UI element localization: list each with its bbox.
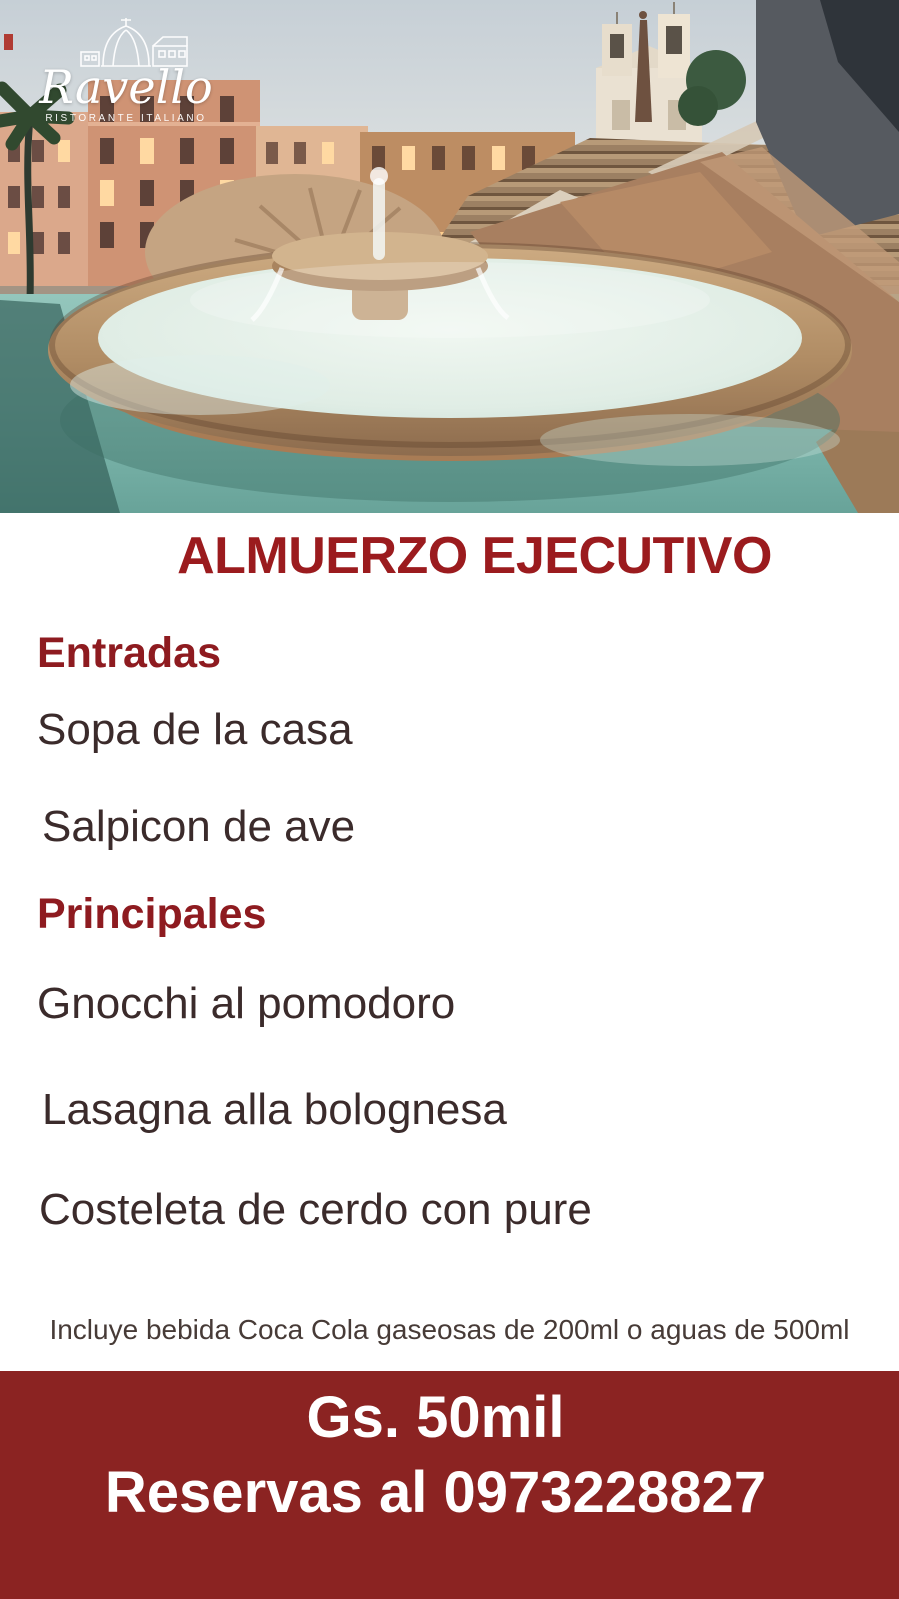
- menu-item-costeleta-de-cerdo: Costeleta de cerdo con pure: [39, 1185, 592, 1234]
- section-heading-entradas: Entradas: [37, 629, 222, 677]
- brand-name: Ravello: [39, 60, 213, 114]
- drinks-included-note: Incluye bebida Coca Cola gaseosas de 200ml o aguas de 500ml: [49, 1314, 850, 1345]
- dome-buildings-line-art-icon: [41, 12, 211, 74]
- menu-item-sopa-de-la-casa: Sopa de la casa: [37, 705, 353, 754]
- footer-banner-text: [0, 1385, 885, 1526]
- menu-item-salpicon-de-ave: Salpicon de ave: [42, 802, 356, 851]
- price-label: Gs. 50mil: [306, 1385, 565, 1450]
- menu-title: ALMUERZO EJECUTIVO: [177, 527, 772, 585]
- menu-item-gnocchi-al-pomodoro: Gnocchi al pomodoro: [37, 979, 456, 1028]
- hero-photo-spanish-steps: [0, 0, 899, 513]
- footer-banner: [0, 1371, 899, 1599]
- ravello-logo: [26, 12, 226, 124]
- reservation-phone-label: Reservas al 0973228827: [104, 1460, 767, 1525]
- menu-item-lasagna-alla-bolognesa: Lasagna alla bolognesa: [42, 1085, 507, 1134]
- menu-section: [0, 526, 899, 1347]
- brand-tagline: RISTORANTE ITALIANO: [45, 113, 207, 124]
- section-heading-principales: Principales: [37, 890, 267, 938]
